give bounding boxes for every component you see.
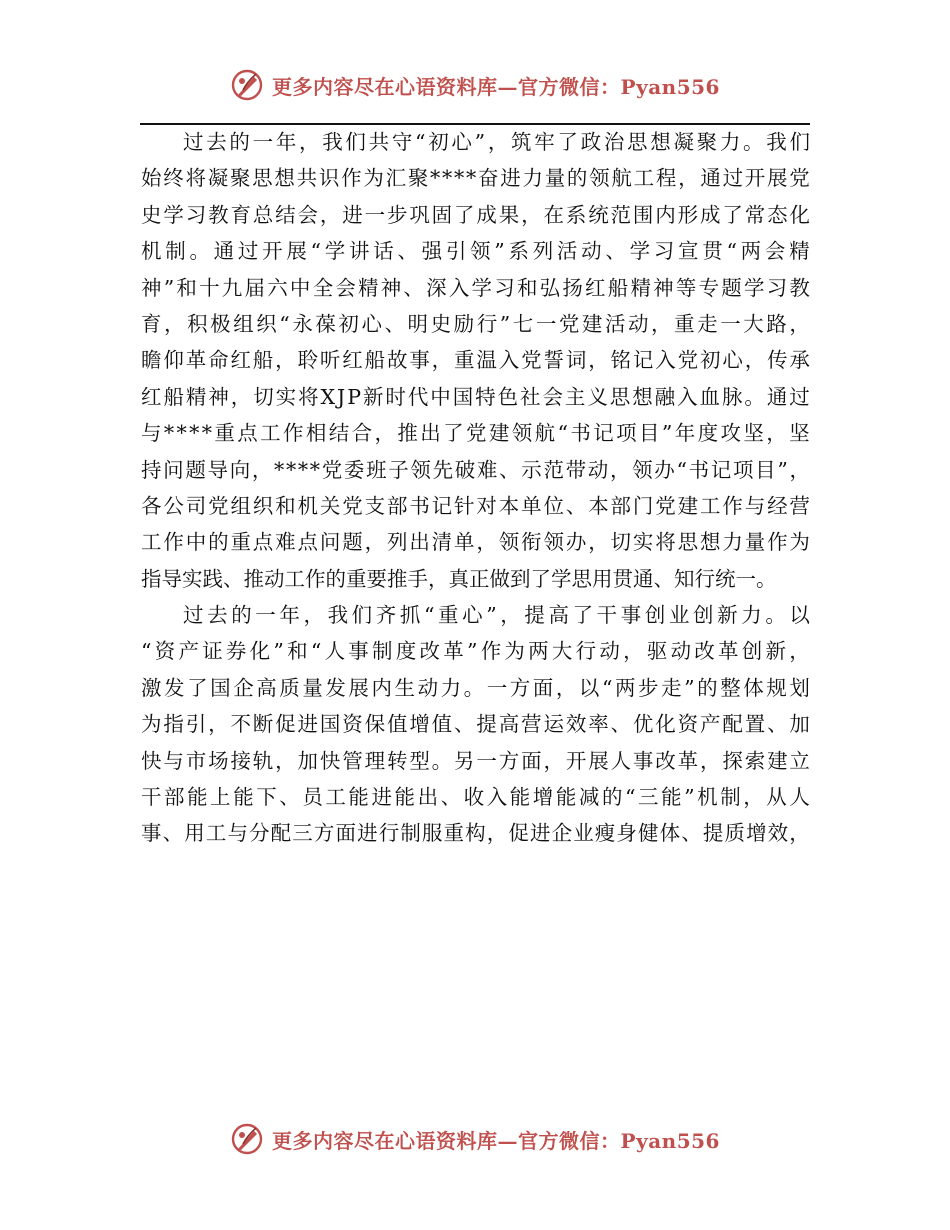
text-line: 神 ” 和 十 九 届 六 中 全 会 精 神 、 深 入 学 习 和 弘 扬 红 船 精 神 等 专 题 学 习 教 (141, 275, 810, 300)
text-line: 机 制 。 通 过 开 展 “ 学 讲 话 、 强 引 领 ” 系 列 活 动 、 学 习 宣 贯 “ 两 会 精 (141, 239, 810, 264)
text-line: 始 终 将 凝 聚 思 想 共 识 作 为 汇 聚 * * * * 奋 进 力 量 的 领 航 工 程 ， 通 过 开 展 党 (141, 166, 810, 191)
text-line: 持 问 题 导 向 ， * * * * 党 委 班 子 领 先 破 难 、 示 范 带 动 ， 领 办 “ 书 记 项 目 ” ， (141, 457, 810, 482)
text-line: 过 去 的 一 年 ， 我 们 共 守 “ 初 心 ” ， 筑 牢 了 政 治 思 想 凝 聚 力 。 我 们 (183, 130, 810, 154)
text-line: 瞻 仰 革 命 红 船 ， 聆 听 红 船 故 事 ， 重 温 入 党 誓 词 ， 铭 记 入 党 初 心 ， 传 承 (141, 348, 810, 373)
quill-seal-icon (230, 68, 264, 102)
text-line: 过 去 的 一 年 ， 我 们 齐 抓 “ 重 心 ” ， 提 高 了 干 事 创 业 创 新 力 。 以 (183, 603, 810, 628)
text-line: 事 、 用 工 与 分 配 三 方 面 进 行 制 服 重 构 ， 促 进 企 业 瘦 身 健 体 、 提 质 增 效 ， (141, 821, 810, 846)
quill-seal-icon (230, 1122, 264, 1156)
header-banner-text: 更多内容尽在心语资料库—官方微信：Pyan556 (272, 74, 720, 99)
text-line: 育 ， 积 极 组 织 “ 永 葆 初 心 、 明 史 励 行 ” 七 一 党 建 活 动 ， 重 走 一 大 路 ， (141, 311, 810, 336)
text-line: 指导实践、推动工作的重要推手，真正做到了学思用贯通、知行统一。 (141, 566, 777, 591)
footer-banner-text: 更多内容尽在心语资料库—官方微信：Pyan556 (272, 1128, 720, 1153)
text-line: 激 发 了 国 企 高 质 量 发 展 内 生 动 力 。 一 方 面 ， 以 “ 两 步 走 ” 的 整 体 规 划 (141, 675, 810, 700)
text-line: 为 指 引 ， 不 断 促 进 国 资 保 值 增 值 、 提 高 营 运 效 率 、 优 化 资 产 配 置 、 加 (141, 712, 810, 737)
text-line: 史 学 习 教 育 总 结 会 ， 进 一 步 巩 固 了 成 果 ， 在 系 统 范 围 内 形 成 了 常 态 化 (141, 202, 810, 227)
text-line: 快 与 市 场 接 轨 ， 加 快 管 理 转 型 。 另 一 方 面 ， 开 展 人 事 改 革 ， 探 索 建 立 (141, 748, 810, 773)
text-line: 各 公 司 党 组 织 和 机 关 党 支 部 书 记 针 对 本 单 位 、 本 部 门 党 建 工 作 与 经 营 (141, 493, 810, 518)
text-line: 干 部 能 上 能 下 、 员 工 能 进 能 出 、 收 入 能 增 能 减 的 “ 三 能 ” 机 制 ， 从 人 (141, 785, 810, 810)
text-line: 红 船 精 神 ， 切 实 将 X J P 新 时 代 中 国 特 色 社 会 主 义 思 想 融 入 血 脉 。 通 过 (141, 384, 810, 409)
footer-banner (0, 1122, 950, 1156)
document-body (141, 124, 810, 852)
header-banner (0, 68, 950, 102)
text-line: 与 * * * * 重 点 工 作 相 结 合 ， 推 出 了 党 建 领 航 “ 书 记 项 目 ” 年 度 攻 坚 ， 坚 (141, 421, 810, 446)
text-line: “ 资 产 证 券 化 ” 和 “ 人 事 制 度 改 革 ” 作 为 两 大 行 动 ， 驱 动 改 革 创 新 ， (141, 639, 810, 664)
text-line: 工 作 中 的 重 点 难 点 问 题 ， 列 出 清 单 ， 领 衔 领 办 ， 切 实 将 思 想 力 量 作 为 (141, 530, 810, 555)
